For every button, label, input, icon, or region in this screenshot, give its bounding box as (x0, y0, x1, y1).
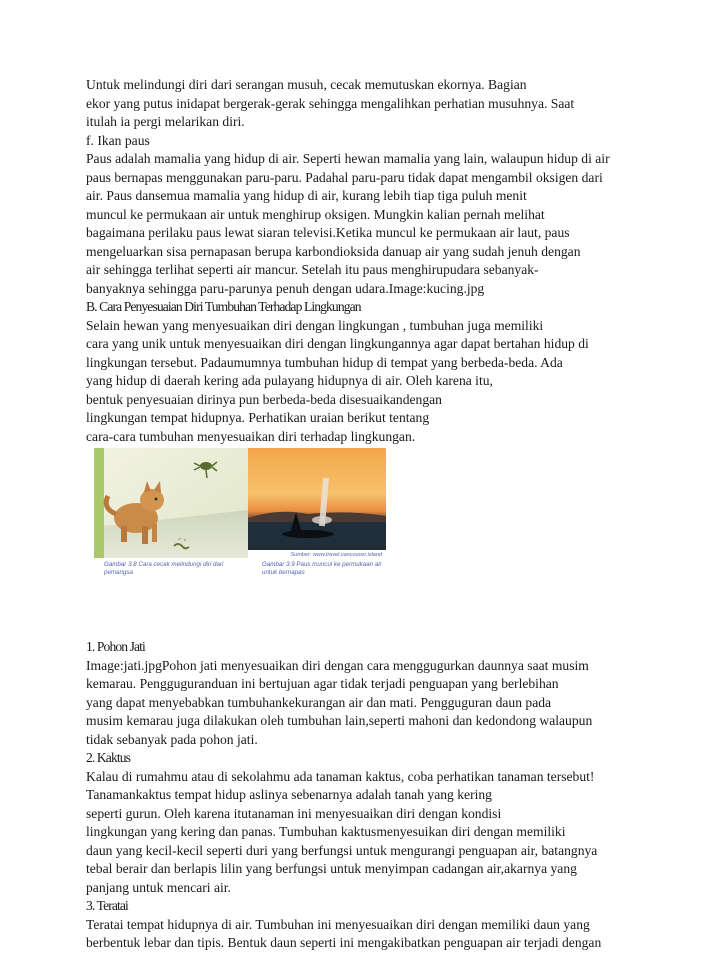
section-cecak-paus (86, 76, 642, 298)
text-line: air sehingga terlihat seperti air mancur. Setelah itu paus menghirupudara sebanyak- (86, 262, 539, 277)
text-line: Image:jati.jpgPohon jati menyesuaikan diri dengan cara menggugurkan daunnya saat musim (86, 657, 589, 673)
section-tumbuhan-intro (86, 317, 642, 447)
whale-photo (248, 448, 386, 550)
section-heading-b: B. Cara Penyesuaian Diri Tumbuhan Terhadap Lingkungan (86, 299, 361, 314)
text-line: lingkungan yang kering dan panas. Tumbuhan kaktusmenyesuikan diri dengan memiliki (86, 824, 566, 839)
spacer (86, 616, 642, 638)
text-line: kemarau. Pengguguranduan ini bertujuan agar tidak terjadi penguapan yang berlebihan (86, 676, 559, 691)
text-line: lingkungan tempat hidupnya. Perhatikan uraian berikut tentang (86, 410, 430, 425)
text-line: bentuk penyesuaian dirinya pun berbeda-beda disesuaikandengan (86, 391, 442, 407)
figure-whale (248, 448, 386, 608)
text-line: bagaimana perilaku paus lewat siaran televisi.Ketika muncul ke permukaan air laut, paus (86, 225, 570, 240)
figure-row (86, 448, 642, 616)
text-line: lingkungan tersebut. Padaumumnya tumbuhan hidup di tempat yang berbeda-beda. Ada (86, 354, 563, 370)
section-pohon-jati (86, 657, 642, 750)
text-line: Untuk melindungi diri dari serangan musuh, cecak memutuskan ekornya. Bagian (86, 77, 527, 92)
text-line: panjang untuk mencari air. (86, 879, 231, 895)
text-line: air. Paus dansemua mamalia yang hidup di air, kurang lebih tiap tiga puluh menit (86, 188, 527, 203)
text-line: Tanamankaktus tempat hidup aslinya sebenarnya adalah tanah yang kering (86, 787, 492, 802)
text-line: Teratai tempat hidupnya di air. Tumbuhan ini menyesuaikan diri dengan memiliki daun yang (86, 916, 590, 932)
document-page (86, 76, 642, 953)
text-line: berbentuk lebar dan tipis. Bentuk daun seperti ini mengakibatkan penguapan air terjadi dengan (86, 935, 602, 950)
text-line: itulah ia pergi melarikan diri. (86, 114, 245, 129)
text-line: tebal berair dan berlapis lilin yang berfungsi untuk menyimpan cadangan air,akarnya yang (86, 861, 577, 876)
text-line: tidak sebanyak pada pohon jati. (86, 731, 258, 747)
text-line: daun yang kecil-kecil seperti duri yang berfungsi untuk mengurangi penguapan air, batangnya (86, 842, 598, 858)
whale-figure-caption: Gambar 3.9 Paus muncul ke permukaan air untuk bernapas (262, 561, 382, 576)
whale-photo-source: Sumber: www.travel.vancouver.island (290, 552, 382, 558)
text-line: cara-cara tumbuhan menyesuaikan diri terhadap lingkungan. (86, 428, 416, 444)
subheading-ikan-paus: f. Ikan paus (86, 132, 150, 148)
text-line: Paus adalah mamalia yang hidup di air. Seperti hewan mamalia yang lain, walaupun hidup di air (86, 151, 610, 166)
text-line: Selain hewan yang menyesuaikan diri dengan lingkungan , tumbuhan juga memiliki (86, 317, 544, 333)
text-line: yang hidup di daerah kering ada pulayang hidupnya di air. Oleh karena itu, (86, 373, 493, 388)
text-line: seperti gurun. Oleh karena itutanaman ini menyesuaikan diri dengan kondisi (86, 805, 502, 821)
text-line: ekor yang putus inidapat bergerak-gerak sehingga mengalihkan perhatian musuhnya. Saat (86, 95, 575, 111)
text-line: mengeluarkan sisa pernapasan berupa karbondioksida danuap air yang sudah jenuh dengan (86, 243, 581, 259)
text-line: banyaknya sehingga paru-parunya penuh dengan udara.Image:kucing.jpg (86, 280, 485, 296)
section-kaktus (86, 768, 642, 898)
text-line: yang dapat menyebabkan tumbuhankekurangan air dan mati. Pengguguran daun pada (86, 694, 552, 710)
cat-gecko-illustration (94, 448, 248, 558)
heading-teratai: 3. Teratai (86, 898, 128, 913)
text-line: Kalau di rumahmu atau di sekolahmu ada tanaman kaktus, coba perhatikan tanaman tersebut! (86, 768, 595, 784)
section-teratai (86, 916, 642, 953)
heading-kaktus: 2. Kaktus (86, 750, 131, 765)
text-line: paus bernapas menggunakan paru-paru. Padahal paru-paru tidak dapat mengambil oksigen dari (86, 169, 603, 185)
text-line: cara yang unik untuk menyesuaikan diri dengan lingkungannya agar dapat bertahan hidup di (86, 336, 589, 351)
text-line: musim kemarau juga dilakukan oleh tumbuhan lain,seperti mahoni dan kedondong walaupun (86, 713, 593, 728)
heading-pohon-jati: 1. Pohon Jati (86, 639, 145, 654)
figure-cat-gecko (94, 448, 248, 608)
text-line: muncul ke permukaan air untuk menghirup oksigen. Mungkin kalian pernah melihat (86, 206, 545, 222)
cat-figure-caption: Gambar 3.8 Cara cecak melindungi diri dari pemangsa (104, 561, 224, 576)
